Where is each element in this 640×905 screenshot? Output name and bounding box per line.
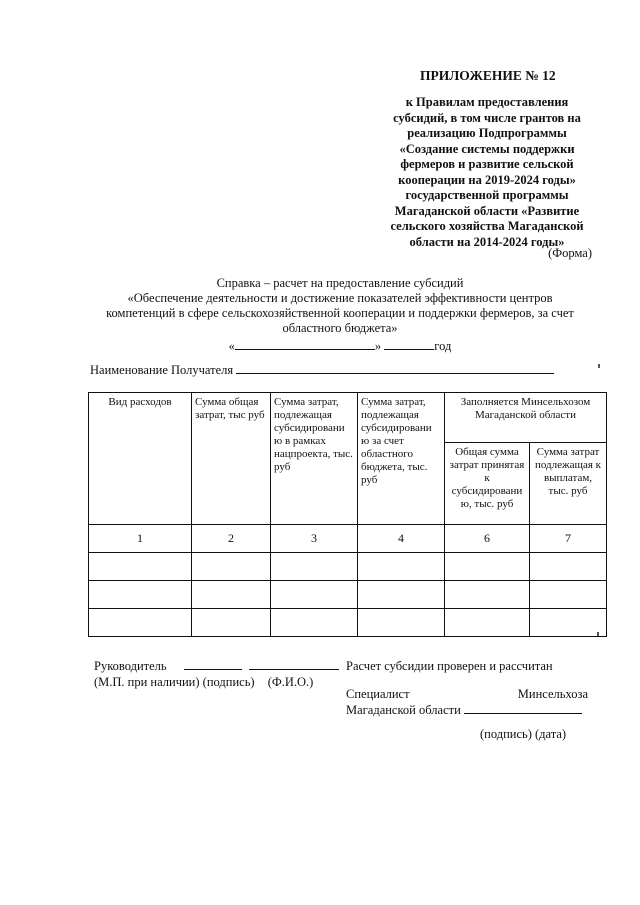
year-blank[interactable] [384, 338, 434, 350]
table-cell[interactable] [89, 609, 192, 637]
table-cell[interactable] [530, 609, 607, 637]
doc-title-line: «Обеспечение деятельности и достижение показателей эффективности центров [127, 291, 553, 305]
column-number: 1 [89, 525, 192, 553]
sign-date-label: (подпись) (дата) [480, 727, 567, 741]
table-cell[interactable] [530, 553, 607, 581]
specialist-label: Специалист [346, 687, 410, 701]
head-sign-blank[interactable] [184, 658, 242, 670]
header-cell: Сумма затрат, подлежащая субсидировани ю за счет областного бюджета, тыс. руб [358, 393, 445, 525]
table-cell[interactable] [445, 553, 530, 581]
table-row [89, 581, 607, 609]
rules-line: фермеров и развитие сельской [400, 157, 574, 171]
head-label: Руководитель [94, 659, 167, 673]
rules-line: субсидий, в том числе грантов на [393, 110, 581, 125]
table-cell[interactable] [89, 553, 192, 581]
table-row [89, 609, 607, 637]
header-cell: Сумма затрат, подлежащая субсидировани ю в рамках нацпроекта, тыс. руб [271, 393, 358, 525]
rules-line: государственной программы [405, 188, 569, 202]
column-number: 3 [271, 525, 358, 553]
table-cell[interactable] [271, 553, 358, 581]
header-cell: Сумма общая затрат, тыс руб [192, 393, 271, 525]
table-row [89, 553, 607, 581]
head-fio-label: (Ф.И.О.) [267, 675, 314, 689]
specialist-block [346, 686, 588, 718]
header-cell: Вид расходов [89, 393, 192, 525]
column-number: 7 [530, 525, 607, 553]
doc-title-line: компетенций в сфере сельскохозяйственной кооперации и поддержки фермеров, за счет [106, 306, 574, 320]
table-cell[interactable] [358, 581, 445, 609]
date-line: « » год [228, 339, 452, 353]
scan-mark [597, 632, 599, 636]
table-cell[interactable] [271, 581, 358, 609]
table-cell[interactable] [192, 553, 271, 581]
doc-title [60, 276, 620, 354]
head-fio-blank[interactable] [249, 658, 339, 670]
rules-line: к Правилам предоставления [405, 95, 569, 109]
header-cell: Сумма затрат подлежащая к выплатам, тыс. руб [530, 443, 607, 525]
table-cell[interactable] [445, 581, 530, 609]
rules-line: сельского хозяйства Магаданской [390, 219, 584, 233]
region-label: Магаданской области [346, 703, 461, 717]
head-signature [94, 658, 339, 690]
rules-line: кооперации на 2019-2024 годы» [398, 172, 576, 187]
rules-reference [372, 95, 602, 250]
rules-line: реализацию Подпрограммы [407, 126, 567, 140]
column-number: 2 [192, 525, 271, 553]
table-cell[interactable] [445, 609, 530, 637]
checked-label: Расчет субсидии проверен и рассчитан [346, 659, 553, 673]
rules-line: Магаданской области «Развитие [394, 203, 580, 218]
table-cell[interactable] [530, 581, 607, 609]
head-note: (М.П. при наличии) (подпись) [94, 675, 255, 689]
ministry-label: Минсельхоза [517, 687, 588, 701]
date-blank[interactable] [235, 338, 375, 350]
scan-mark [598, 364, 600, 368]
doc-title-line: областного бюджета» [282, 321, 398, 335]
appendix-title: ПРИЛОЖЕНИЕ № 12 [420, 68, 556, 83]
table-cell[interactable] [358, 553, 445, 581]
rules-line: «Создание системы поддержки [399, 141, 575, 156]
header-cell: Общая сумма затрат принятая к субсидировани ю, тыс. руб [445, 443, 530, 525]
header-group-cell: Заполняется Минсельхозом Магаданской области [445, 393, 607, 443]
doc-title-line: Справка – расчет на предоставление субсидий [216, 276, 464, 290]
rules-line: области на 2014-2024 годы» [409, 234, 565, 249]
table-cell[interactable] [358, 609, 445, 637]
form-label: (Форма) [548, 246, 592, 260]
recipient-blank[interactable] [236, 362, 554, 374]
column-number: 6 [445, 525, 530, 553]
column-number: 4 [358, 525, 445, 553]
specialist-sign-blank[interactable] [464, 702, 582, 714]
subsidy-table [88, 392, 607, 637]
table-cell[interactable] [192, 581, 271, 609]
table-cell[interactable] [89, 581, 192, 609]
table-cell[interactable] [192, 609, 271, 637]
recipient-label: Наименование Получателя [90, 363, 234, 377]
table-cell[interactable] [271, 609, 358, 637]
recipient-row [90, 362, 554, 378]
